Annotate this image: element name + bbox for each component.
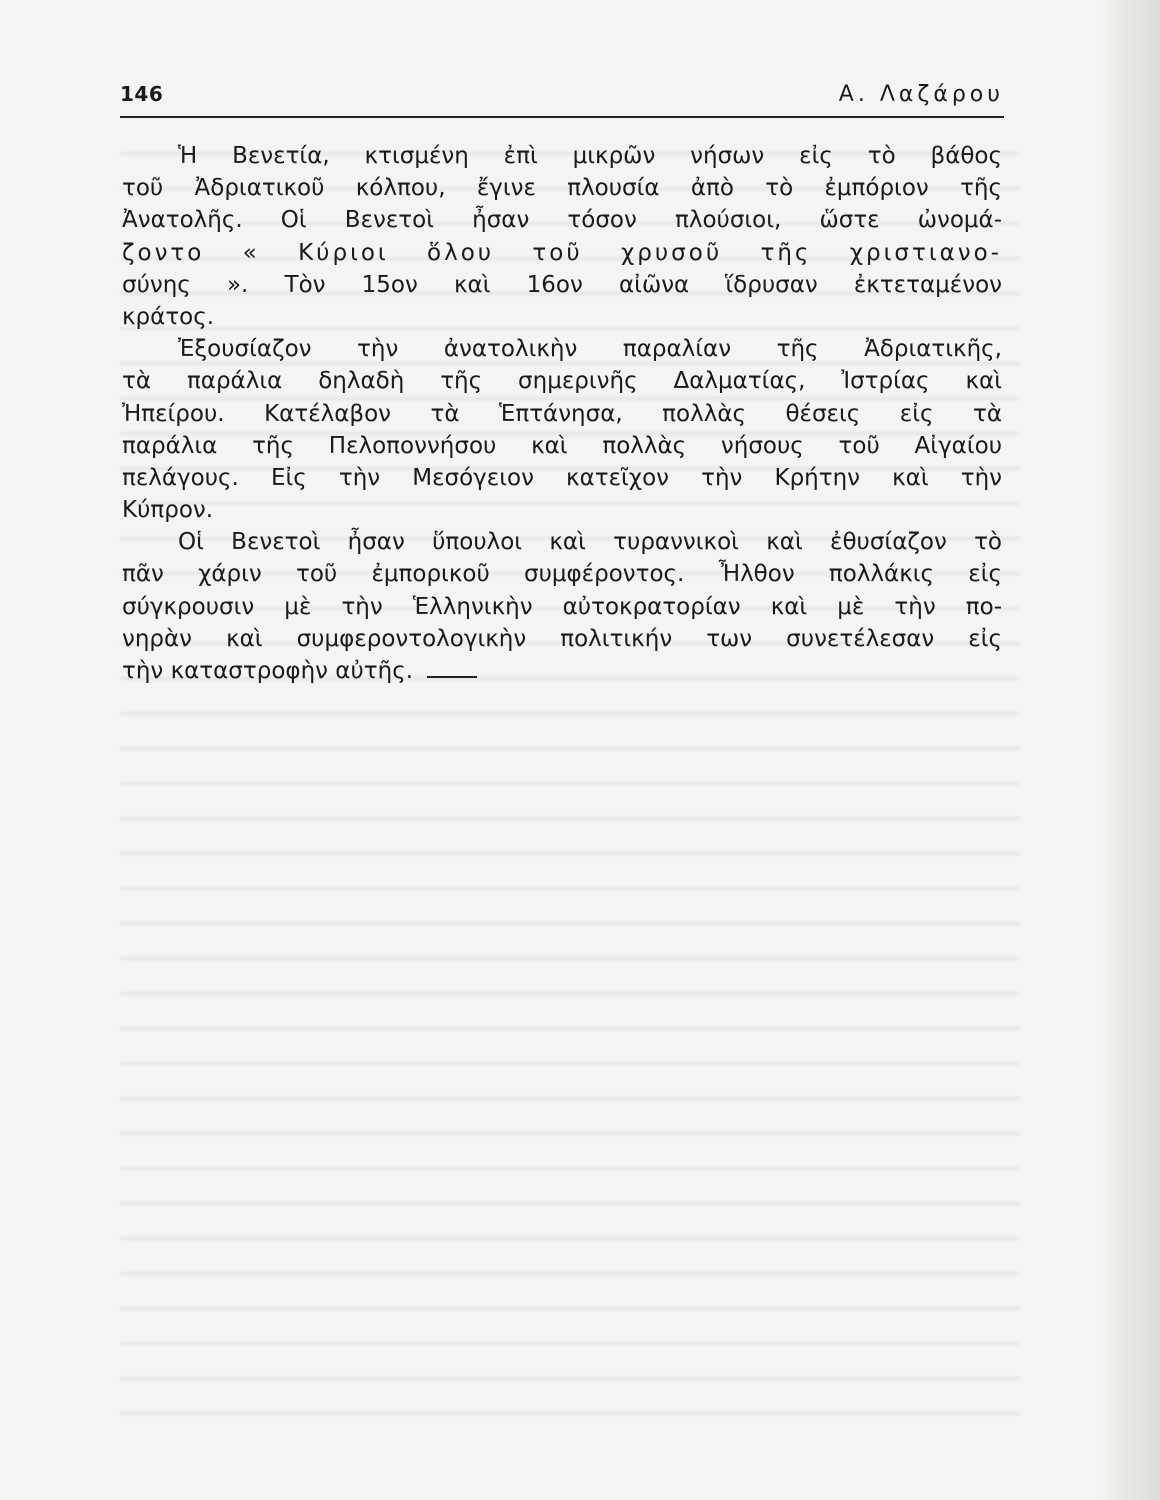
running-head-author: Α. Λαζάρου <box>838 82 1004 107</box>
body-text <box>122 140 1002 687</box>
paragraph-character <box>122 526 1002 687</box>
text-line: κράτος. <box>122 303 215 330</box>
text-line: σύγκρουσιν μὲ τὴν Ἑλληνικὴν αὐτοκρατορίαν καὶ μὲ τὴν πο- <box>122 593 1002 620</box>
text-line: τοῦ Ἀδριατικοῦ κόλπου, ἔγινε πλουσία ἀπὸ τὸ ἐμπόριον τῆς <box>122 175 1002 202</box>
text-line: Ἡ Βενετία, κτισμένη ἐπὶ μικρῶν νήσων εἰς τὸ βάθος <box>178 143 1002 169</box>
text-line: πᾶν χάριν τοῦ ἐμπορικοῦ συμφέροντος. Ἦλθον πολλάκις εἰς <box>122 561 1002 588</box>
text-line-final <box>122 655 1002 687</box>
page-edge-shadow <box>1100 0 1160 1500</box>
paragraph-venice <box>122 140 1002 333</box>
text-line: νηρὰν καὶ συμφεροντολογικὴν πολιτικήν των συνετέλεσαν εἰς <box>122 625 1002 652</box>
header-rule <box>120 116 1004 118</box>
text-line: ζοντο « Κύριοι ὅλου τοῦ χρυσοῦ τῆς χριστιανο- <box>122 239 1002 266</box>
text-line: Οἱ Βενετοὶ ἦσαν ὕπουλοι καὶ τυραννικοὶ καὶ ἐθυσίαζον τὸ <box>178 529 1002 556</box>
text-line: παράλια τῆς Πελοποννήσου καὶ πολλὰς νήσους τοῦ Αἰγαίου <box>122 432 1002 459</box>
text-line: Ἠπείρου. Κατέλαβον τὰ Ἑπτάνησα, πολλὰς θέσεις εἰς τὰ <box>122 400 1002 427</box>
text-line: πελάγους. Εἰς τὴν Μεσόγειον κατεῖχον τὴν Κρήτην καὶ τὴν <box>122 464 1002 491</box>
final-line-text: τὴν καταστροφὴν αὐτῆς. <box>122 658 414 684</box>
text-line: Ἐξουσίαζον τὴν ἀνατολικὴν παραλίαν τῆς Ἀδριατικῆς, <box>178 336 1002 363</box>
page-number: 146 <box>120 82 164 106</box>
page-header <box>120 82 1004 112</box>
text-line: τὰ παράλια δηλαδὴ τῆς σημερινῆς Δαλματίας, Ἰστρίας καὶ <box>122 368 1002 395</box>
text-line: Κύπρον. <box>122 497 214 524</box>
text-line: σύνης ». Τὸν 15ον καὶ 16ον αἰῶνα ἵδρυσαν ἐκτεταμένον <box>122 271 1002 298</box>
paragraph-territories <box>122 333 1002 526</box>
text-line: Ἀνατολῆς. Οἱ Βενετοὶ ἦσαν τόσον πλούσιοι, ὥστε ὠνομά- <box>122 207 1002 234</box>
section-end-mark <box>427 676 477 678</box>
